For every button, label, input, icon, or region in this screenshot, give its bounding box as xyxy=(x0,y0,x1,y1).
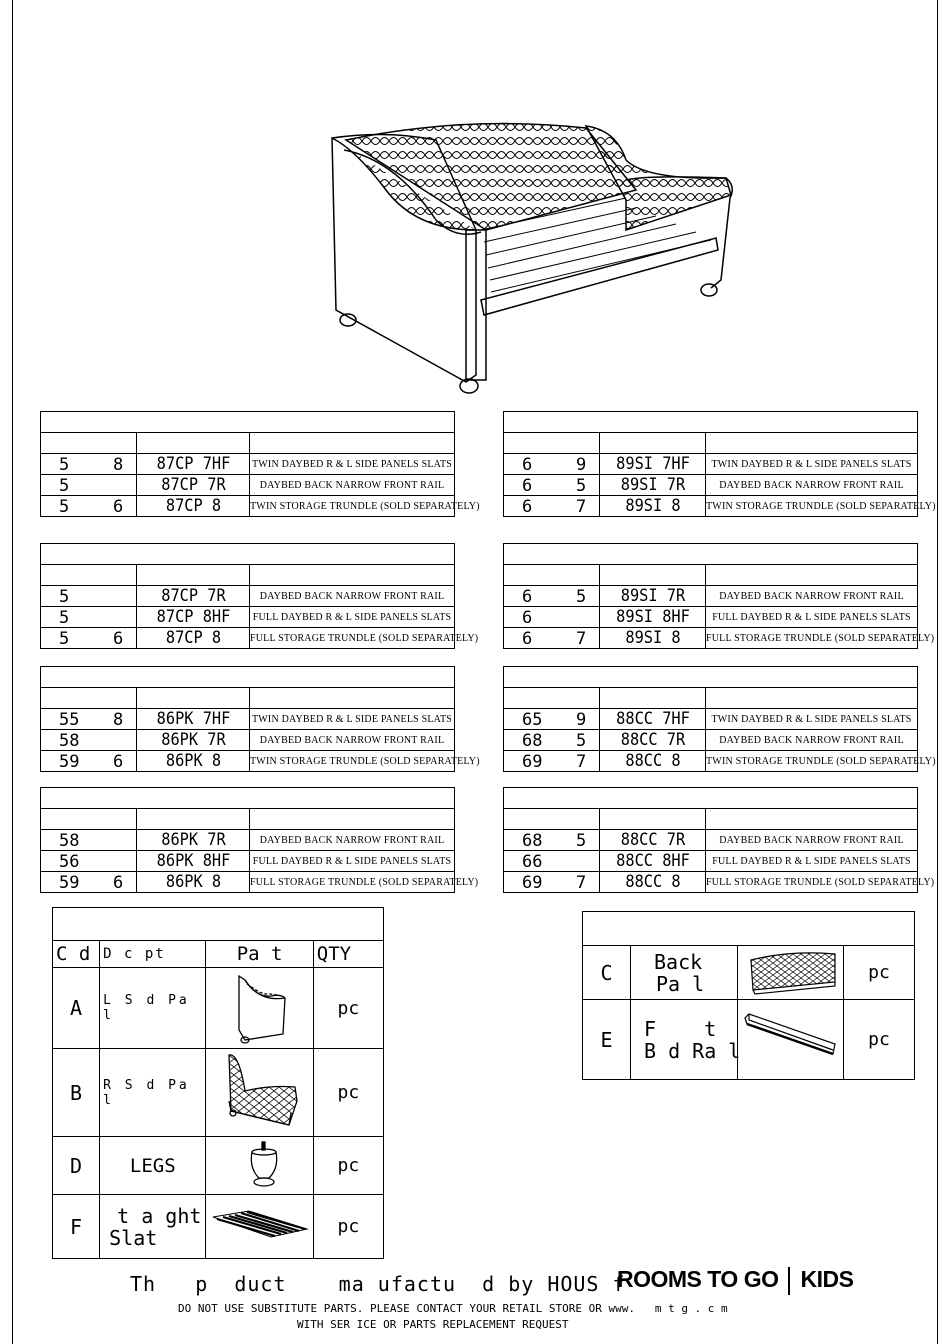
sku-description: DAYBED BACK NARROW FRONT RAIL xyxy=(706,586,918,607)
sku-description: TWIN DAYBED R & L SIDE PANELS SLATS xyxy=(250,454,455,475)
part-qty: pc xyxy=(313,968,383,1049)
sku-row xyxy=(41,709,455,730)
sku-description: FULL STORAGE TRUNDLE (SOLD SEPARATELY) xyxy=(250,628,455,649)
part-row xyxy=(53,1137,384,1195)
sku-description: FULL DAYBED R & L SIDE PANELS SLATS xyxy=(250,607,455,628)
part-code: C xyxy=(583,946,631,1000)
header-qty: QTY xyxy=(313,941,383,968)
item-number: 69 xyxy=(522,873,543,893)
sku-row xyxy=(41,751,455,772)
sku-code: 88CC 8 xyxy=(605,872,700,893)
sku-table-title xyxy=(41,412,455,433)
part-code: E xyxy=(583,1000,631,1080)
item-number: 69 xyxy=(522,752,543,772)
sku-row xyxy=(504,475,918,496)
sku-row xyxy=(41,851,455,872)
item-suffix: 5 xyxy=(576,587,587,607)
part-description: R S d Pa l xyxy=(100,1049,206,1137)
sku-description: FULL DAYBED R & L SIDE PANELS SLATS xyxy=(706,851,918,872)
sku-code: 89SI 8 xyxy=(605,496,700,517)
back-panel-icon xyxy=(741,948,840,998)
sku-code: 89SI 7R xyxy=(605,586,700,607)
sku-description: TWIN STORAGE TRUNDLE (SOLD SEPARATELY) xyxy=(250,751,455,772)
item-number: 65 xyxy=(522,710,543,730)
item-number: 5 xyxy=(59,587,70,607)
item-suffix: 9 xyxy=(576,710,587,730)
sku-code: 88CC 7R xyxy=(605,830,700,851)
sku-table xyxy=(40,787,479,893)
part-description-line2: B d Ra l xyxy=(644,1038,741,1063)
right-side-panel-icon xyxy=(209,1051,309,1135)
sku-code: 86PK 7R xyxy=(142,730,244,751)
header-description: D c pt xyxy=(100,941,206,968)
item-suffix: 8 xyxy=(113,710,124,730)
sku-row xyxy=(504,872,918,893)
sku-code: 88CC 7R xyxy=(605,730,700,751)
sku-table-title xyxy=(504,412,918,433)
part-row xyxy=(53,968,384,1049)
part-qty: pc xyxy=(313,1049,383,1137)
item-number: 6 xyxy=(522,629,533,649)
parts-list-right xyxy=(582,911,915,1080)
item-number: 6 xyxy=(522,455,533,475)
sku-row xyxy=(41,730,455,751)
sku-description: TWIN DAYBED R & L SIDE PANELS SLATS xyxy=(706,454,918,475)
sku-code: 87CP 7R xyxy=(142,586,244,607)
sku-row xyxy=(504,628,918,649)
sku-code: 89SI 7HF xyxy=(605,454,700,475)
left-side-panel-icon xyxy=(209,970,309,1046)
sku-row xyxy=(504,751,918,772)
parts-list-left xyxy=(52,907,384,1259)
sku-table xyxy=(503,411,936,517)
sku-row xyxy=(504,830,918,851)
item-number: 55 xyxy=(59,710,80,730)
sku-description: TWIN STORAGE TRUNDLE (SOLD SEPARATELY) xyxy=(250,496,455,517)
sku-description: TWIN STORAGE TRUNDLE (SOLD SEPARATELY) xyxy=(706,496,918,517)
sku-row xyxy=(504,709,918,730)
sku-code: 86PK 8 xyxy=(142,872,244,893)
sku-table xyxy=(40,411,480,517)
part-row xyxy=(53,1195,384,1259)
front-rail-icon xyxy=(741,1010,840,1070)
item-number: 5 xyxy=(59,608,70,628)
item-number: 6 xyxy=(522,497,533,517)
item-number: 5 xyxy=(59,455,70,475)
sku-table-title xyxy=(41,667,455,688)
sku-code: 87CP 8HF xyxy=(142,607,244,628)
part-description: L S d Pa l xyxy=(100,968,206,1049)
leg-icon xyxy=(209,1140,309,1192)
sku-table xyxy=(40,666,480,772)
item-number: 59 xyxy=(59,873,80,893)
sku-code: 86PK 8HF xyxy=(142,851,244,872)
sku-description: DAYBED BACK NARROW FRONT RAIL xyxy=(706,830,918,851)
sku-row xyxy=(41,454,455,475)
sku-table xyxy=(40,543,479,649)
item-number: 6 xyxy=(522,587,533,607)
part-description: LEGS xyxy=(100,1137,206,1195)
page-frame-left xyxy=(12,0,13,1344)
sku-row xyxy=(504,496,918,517)
sku-code: 89SI 8 xyxy=(605,628,700,649)
part-description-line2: Pa l xyxy=(656,971,705,996)
item-number: 6 xyxy=(522,608,533,628)
sku-row xyxy=(504,454,918,475)
item-number: 5 xyxy=(59,476,70,496)
part-description-line1: F t xyxy=(644,1016,717,1041)
brand-logo-right: KIDS xyxy=(800,1266,854,1292)
brand-logo xyxy=(617,1266,853,1295)
sku-code: 89SI 7R xyxy=(605,475,700,496)
item-suffix: 5 xyxy=(576,476,587,496)
sku-code: 87CP 8 xyxy=(142,628,244,649)
sku-table-title xyxy=(504,544,918,565)
sku-code: 88CC 8HF xyxy=(605,851,700,872)
sku-description: DAYBED BACK NARROW FRONT RAIL xyxy=(250,586,455,607)
item-suffix: 5 xyxy=(576,831,587,851)
part-description-line1: Back xyxy=(654,949,703,974)
part-code: F xyxy=(53,1195,100,1259)
sku-description: FULL DAYBED R & L SIDE PANELS SLATS xyxy=(706,607,918,628)
item-number: 59 xyxy=(59,752,80,772)
brand-logo-left: ROOMS TO GO xyxy=(617,1266,779,1292)
sku-description: DAYBED BACK NARROW FRONT RAIL xyxy=(250,475,455,496)
parts-list-title xyxy=(53,908,384,941)
sku-row xyxy=(41,496,455,517)
sku-description: TWIN DAYBED R & L SIDE PANELS SLATS xyxy=(706,709,918,730)
sku-row xyxy=(41,628,455,649)
part-code: B xyxy=(53,1049,100,1137)
page-frame-right xyxy=(937,0,938,1344)
item-number: 66 xyxy=(522,852,543,872)
item-number: 5 xyxy=(59,497,70,517)
sku-row xyxy=(41,475,455,496)
slats-icon xyxy=(209,1207,309,1247)
item-suffix: 9 xyxy=(576,455,587,475)
sku-code: 87CP 7R xyxy=(142,475,244,496)
sku-description: DAYBED BACK NARROW FRONT RAIL xyxy=(706,475,918,496)
sku-description: DAYBED BACK NARROW FRONT RAIL xyxy=(250,830,455,851)
sku-row xyxy=(41,872,455,893)
part-code: A xyxy=(53,968,100,1049)
item-suffix: 6 xyxy=(113,873,124,893)
item-number: 5 xyxy=(59,629,70,649)
item-number: 68 xyxy=(522,731,543,751)
sku-table xyxy=(503,543,935,649)
item-number: 58 xyxy=(59,831,80,851)
sku-description: FULL STORAGE TRUNDLE (SOLD SEPARATELY) xyxy=(706,628,918,649)
item-number: 68 xyxy=(522,831,543,851)
service-request-note: WITH SER ICE OR PARTS REPLACEMENT REQUEST xyxy=(297,1318,569,1331)
part-qty: pc xyxy=(313,1137,383,1195)
sku-description: TWIN STORAGE TRUNDLE (SOLD SEPARATELY) xyxy=(706,751,918,772)
part-qty: pc xyxy=(844,1000,915,1080)
sku-code: 86PK 7R xyxy=(142,830,244,851)
sku-row xyxy=(41,607,455,628)
part-description-line1: t a ght xyxy=(117,1203,202,1228)
sku-description: TWIN DAYBED R & L SIDE PANELS SLATS xyxy=(250,709,455,730)
part-qty: pc xyxy=(844,946,915,1000)
sku-description: FULL DAYBED R & L SIDE PANELS SLATS xyxy=(250,851,455,872)
item-number: 58 xyxy=(59,731,80,751)
item-suffix: 7 xyxy=(576,752,587,772)
sku-table-title xyxy=(41,788,455,809)
item-suffix: 6 xyxy=(113,629,124,649)
sku-code: 88CC 8 xyxy=(605,751,700,772)
sku-code: 89SI 8HF xyxy=(605,607,700,628)
daybed-illustration xyxy=(326,120,736,400)
sku-description: DAYBED BACK NARROW FRONT RAIL xyxy=(250,730,455,751)
item-suffix: 7 xyxy=(576,497,587,517)
part-code: D xyxy=(53,1137,100,1195)
sku-description: FULL STORAGE TRUNDLE (SOLD SEPARATELY) xyxy=(706,872,918,893)
part-row xyxy=(583,946,915,1000)
sku-row xyxy=(504,851,918,872)
sku-description: FULL STORAGE TRUNDLE (SOLD SEPARATELY) xyxy=(250,872,455,893)
part-qty: pc xyxy=(313,1195,383,1259)
sku-table xyxy=(503,787,935,893)
part-row xyxy=(53,1049,384,1137)
header-part: Pa t xyxy=(206,941,313,968)
item-suffix: 7 xyxy=(576,629,587,649)
item-suffix: 6 xyxy=(113,497,124,517)
sku-code: 88CC 7HF xyxy=(605,709,700,730)
sku-code: 87CP 8 xyxy=(142,496,244,517)
item-suffix: 6 xyxy=(113,752,124,772)
sku-table-title xyxy=(504,788,918,809)
header-code: C d xyxy=(53,941,100,968)
sku-code: 86PK 7HF xyxy=(142,709,244,730)
sku-code: 86PK 8 xyxy=(142,751,244,772)
sku-row xyxy=(504,730,918,751)
item-suffix: 5 xyxy=(576,731,587,751)
sku-description: DAYBED BACK NARROW FRONT RAIL xyxy=(706,730,918,751)
item-suffix: 7 xyxy=(576,873,587,893)
brand-separator xyxy=(788,1267,790,1295)
sku-row xyxy=(504,586,918,607)
sku-row xyxy=(504,607,918,628)
item-suffix: 8 xyxy=(113,455,124,475)
parts-list-title xyxy=(583,912,915,946)
sku-table xyxy=(503,666,936,772)
sku-table-title xyxy=(41,544,455,565)
substitute-parts-warning: DO NOT USE SUBSTITUTE PARTS. PLEASE CONTACT YOUR RETAIL STORE OR www. m t g . c m xyxy=(178,1302,728,1315)
sku-table-title xyxy=(504,667,918,688)
sku-row xyxy=(41,830,455,851)
part-row xyxy=(583,1000,915,1080)
manufacturer-text: Th p duct ma ufactu d by HOUS f xyxy=(130,1272,626,1296)
item-number: 6 xyxy=(522,476,533,496)
sku-row xyxy=(41,586,455,607)
item-number: 56 xyxy=(59,852,80,872)
part-description-line2: Slat xyxy=(109,1225,158,1250)
sku-code: 87CP 7HF xyxy=(142,454,244,475)
